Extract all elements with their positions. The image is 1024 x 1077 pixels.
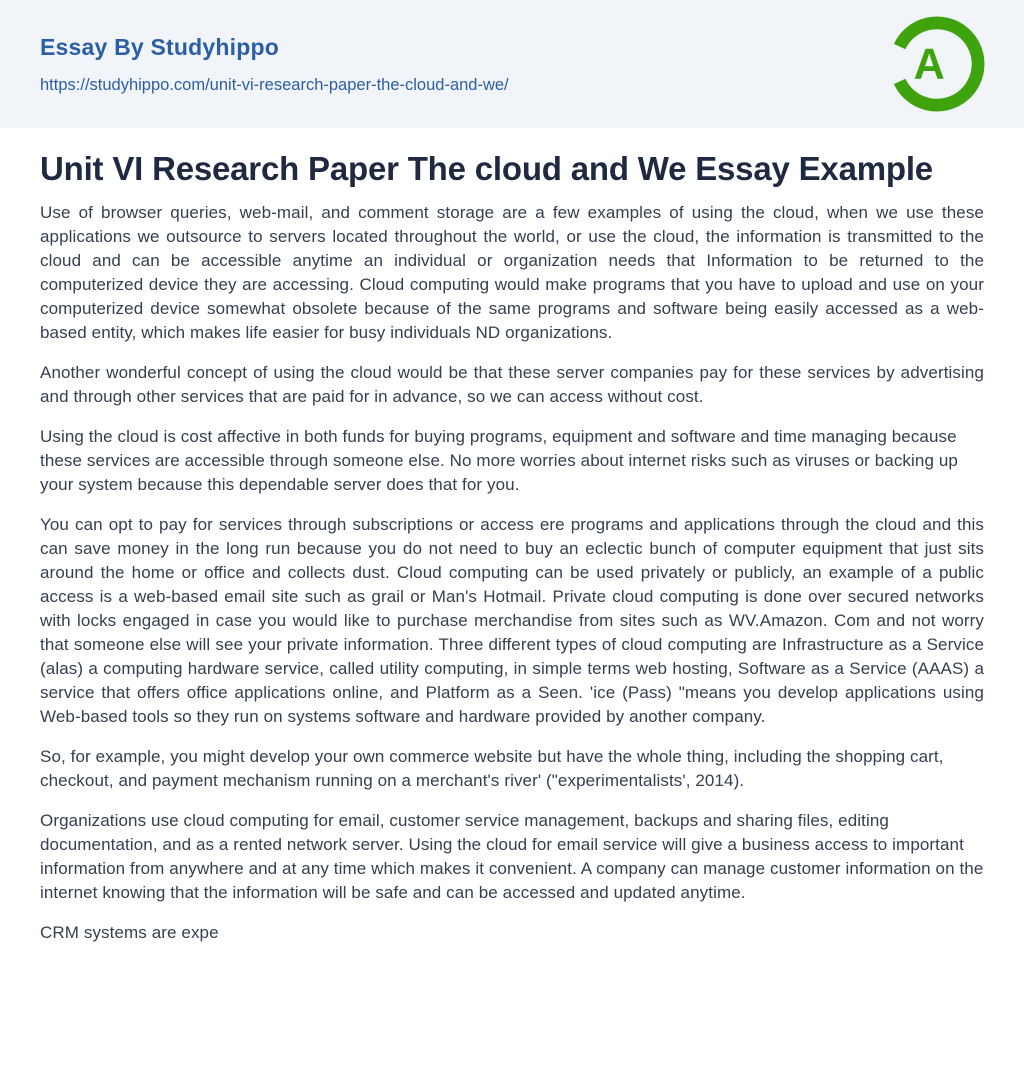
source-url-link[interactable]: https://studyhippo.com/unit-vi-research-paper-the-cloud-and-we/ xyxy=(40,75,509,94)
essay-paragraph: Another wonderful concept of using the cloud would be that these server companies pay for these services by advertising and through other services that are paid for in advance, so we can access without cost. xyxy=(40,362,984,406)
article-content xyxy=(0,128,1024,945)
studyhippo-logo-icon xyxy=(888,15,986,113)
page-header xyxy=(0,0,1024,128)
essay-body xyxy=(40,201,984,945)
logo-letter: A xyxy=(913,40,945,89)
site-title: Essay By Studyhippo xyxy=(40,33,279,60)
essay-paragraph: Using the cloud is cost affective in both funds for buying programs, equipment and software and time managing because these services are accessible through someone else. No more worries about internet risks such as viruses or backing up your system because this dependable server does that for you. xyxy=(40,426,958,494)
header-text-block xyxy=(40,34,509,95)
essay-paragraph: Organizations use cloud computing for email, customer service management, backups and sharing files, editing documentation, and as a rented network server. Using the cloud for email service will give a business access to important information from anywhere and at any time which makes it convenient. A company can manage customer information on the internet knowing that the information will be safe and can be accessed and updated anytime. xyxy=(40,810,984,902)
essay-paragraph: CRM systems are expe xyxy=(40,922,219,942)
essay-title: Unit VI Research Paper The cloud and We Essay Example xyxy=(40,150,933,187)
essay-paragraph: You can opt to pay for services through subscriptions or access ere programs and applications through the cloud and this can save money in the long run because you do not need to buy an eclectic bunch of computer equipment that just sits around the home or office and collects dust. Cloud computing can be used privately or publicly, an example of a public access is a web-based email site such as grail or Man's Hotmail. Private cloud computing is done over secured networks with locks engaged in case you would like to purchase merchandise from sites such as WV.Amazon. Com and not worry that someone else will see your private information. Three different types of cloud computing are Infrastructure as a Service (alas) a computing hardware service, called utility computing, in simple terms web hosting, Software as a Service (AAAS) a service that offers office applications online, and Platform as a Seen. 'ice (Pass) "means you develop applications using Web-based tools so they run on systems software and hardware provided by another company. xyxy=(40,514,984,726)
essay-paragraph: Use of browser queries, web-mail, and comment storage are a few examples of using the cloud, when we use these applications we outsource to servers located throughout the world, or use the cloud, the information is transmitted to the cloud and can be accessible anytime an individual or organization needs that Information to be returned to the computerized device they are accessing. Cloud computing would make programs that you have to upload and use on your computerized device somewhat obsolete because of the same programs and software being easily accessed as a web-based entity, which makes life easier for busy individuals ND organizations. xyxy=(40,202,984,342)
essay-paragraph: So, for example, you might develop your own commerce website but have the whole thing, including the shopping cart, checkout, and payment mechanism running on a merchant's river' ("experimentalists', 2014). xyxy=(40,746,944,790)
